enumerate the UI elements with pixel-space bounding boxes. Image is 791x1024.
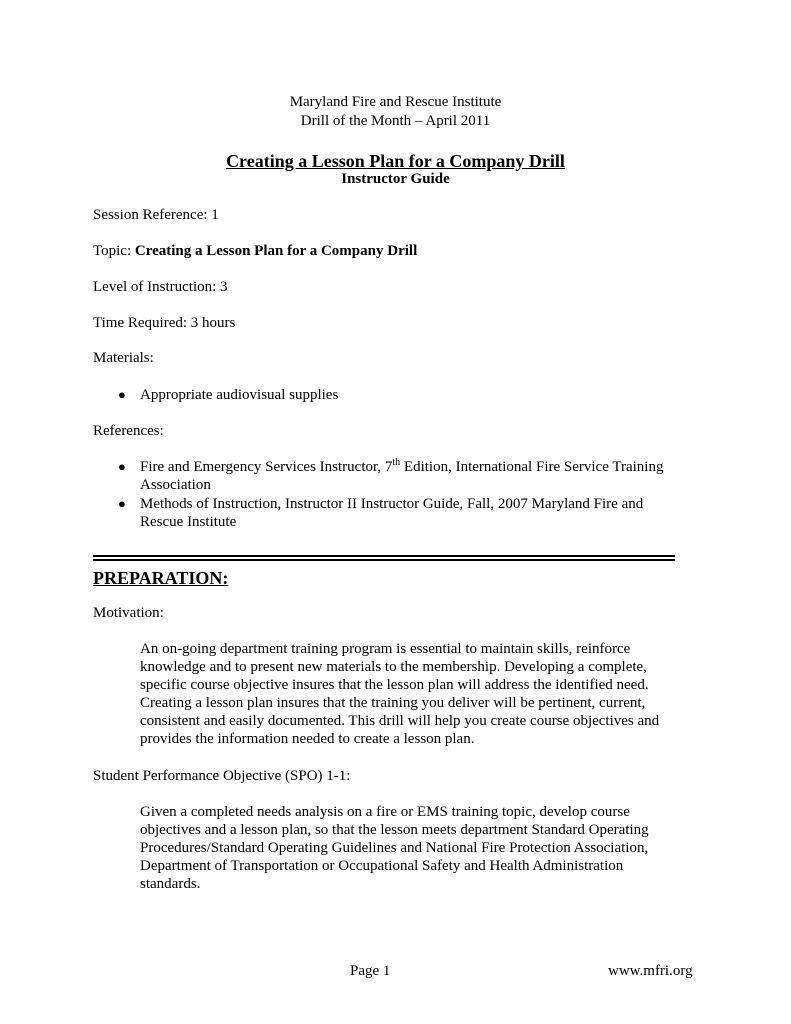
reference-item-2-cont: Rescue Institute — [140, 514, 237, 530]
bullet-icon: ● — [118, 459, 126, 474]
topic-line — [93, 242, 417, 260]
footer-url[interactable]: www.mfri.org — [608, 963, 693, 979]
preparation-heading: PREPARATION: — [93, 568, 229, 588]
level-of-instruction: Level of Instruction: 3 — [93, 279, 228, 295]
motivation-paragraph: An on-going department training program is essential to maintain skills, reinforce knowledge and to present new materials to the membership. Developing a complete, specific course objective insures that the lesson plan will address the identified need. Creating a lesson plan insures that the training you deliver will be pertinent, current, consistent and easily documented. This drill will help you create course objectives and provides the information needed to create a lesson plan. — [140, 641, 660, 747]
divider-line — [93, 555, 675, 557]
materials-item: Appropriate audiovisual supplies — [140, 387, 339, 403]
drill-date: Drill of the Month – April 2011 — [300, 113, 491, 129]
topic-label: Topic: — [93, 243, 135, 259]
divider-line — [93, 559, 675, 561]
time-required: Time Required: 3 hours — [93, 315, 236, 331]
document-subtitle: Instructor Guide — [341, 171, 450, 187]
reference-item-1: Fire and Emergency Services Instructor, 7th Edition, International Fire Service Training — [140, 457, 664, 475]
session-reference: Session Reference: 1 — [93, 207, 219, 223]
org-name: Maryland Fire and Rescue Institute — [289, 94, 502, 110]
spo-label: Student Performance Objective (SPO) 1-1: — [93, 768, 351, 784]
reference-item-2: Methods of Instruction, Instructor II Instructor Guide, Fall, 2007 Maryland Fire and — [140, 496, 644, 512]
materials-label: Materials: — [93, 350, 154, 366]
topic-value: Creating a Lesson Plan for a Company Drill — [134, 243, 418, 259]
motivation-label: Motivation: — [93, 605, 164, 621]
bullet-icon: ● — [118, 496, 126, 511]
reference-item-1-cont: Association — [140, 477, 211, 493]
references-label: References: — [93, 423, 164, 439]
bullet-icon: ● — [118, 387, 126, 402]
document-title: Creating a Lesson Plan for a Company Drill — [226, 151, 565, 171]
spo-paragraph: Given a completed needs analysis on a fire or EMS training topic, develop course objectives and a lesson plan, so that the lesson meets department Standard Operating Procedures/Standard Operating Guidelines and National Fire Protection Association, Department of Transportation or Occupational Safety and Health Administration standards. — [140, 804, 649, 892]
page-number: Page 1 — [350, 963, 391, 979]
